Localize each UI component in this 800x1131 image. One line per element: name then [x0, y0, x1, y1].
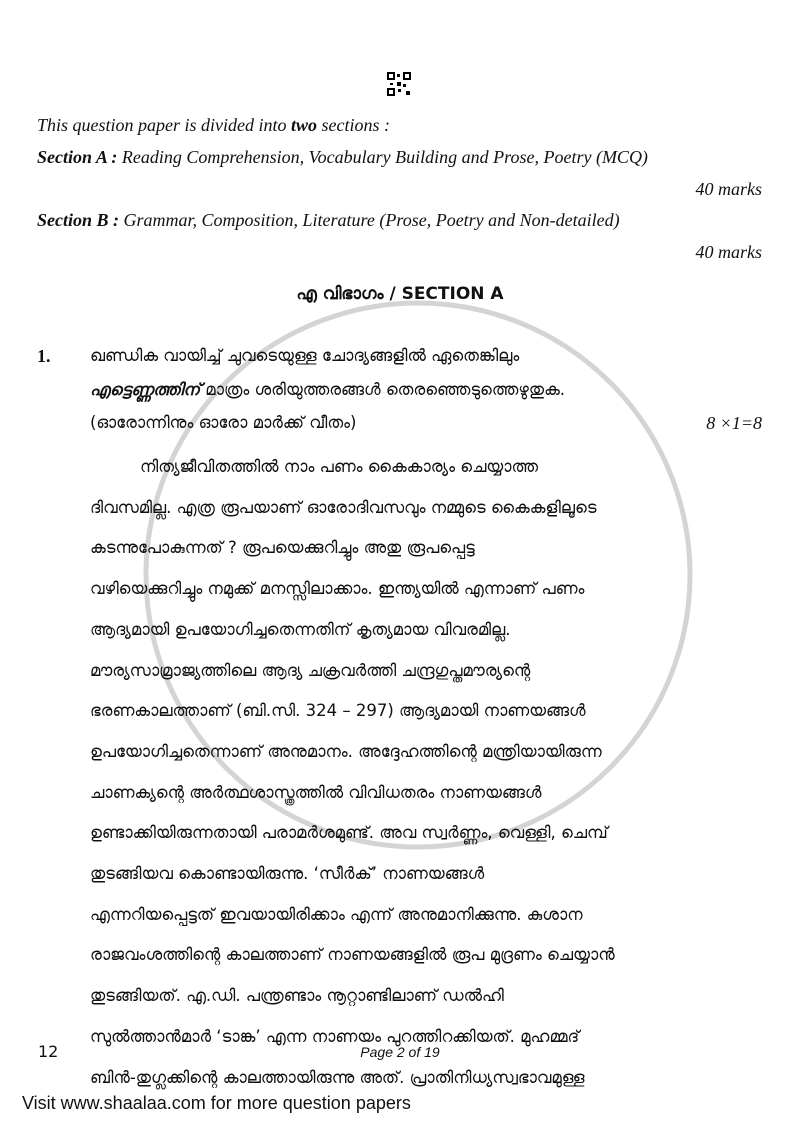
page-current: 2 [396, 1044, 405, 1060]
question-instruction-rest: മാത്രം ശരിയുത്തരങ്ങൾ തെരഞ്ഞെടുത്തെഴുതുക. [200, 380, 566, 399]
question-instruction-line2 [90, 379, 565, 400]
passage-line: ഉണ്ടാക്കിയിരുന്നതായി പരാമർശമുണ്ട്. അവ സ്വർണ്ണം, വെള്ളി, ചെമ്പ് [90, 823, 608, 843]
section-b-text: Grammar, Composition, Literature (Prose, Poetry and Non-detailed) [119, 210, 620, 230]
passage-line: കടന്നുപോകുന്നത് ? രൂപയെക്കുറിച്ചും അതു രൂപപ്പെട്ട [90, 538, 475, 558]
page-prefix: Page [360, 1044, 397, 1060]
passage-line: നിത്യജീവിതത്തിൽ നാം പണം കൈകാര്യം ചെയ്യാത്ത [140, 457, 538, 476]
page-total: 19 [424, 1044, 440, 1060]
intro-suffix: sections : [317, 115, 390, 135]
qr-code-icon [387, 72, 411, 96]
intro-bold: two [291, 115, 318, 135]
passage-line: തുടങ്ങിയവ കൊണ്ടായിരുന്നു. ‘സീർക്’ നാണയങ്ങൾ [90, 864, 485, 883]
passage-line: തുടങ്ങിയത്. എ.ഡി. പന്ത്രണ്ടാം നൂറ്റാണ്ടിലാണ് ഡൽഹി [90, 986, 504, 1006]
visit-link[interactable]: Visit www.shaalaa.com for more question papers [22, 1093, 411, 1113]
passage-line: വഴിയെക്കുറിച്ചും നമുക്ക് മനസ്സിലാക്കാം. ഇന്ത്യയിൽ എന്നാണ് പണം [90, 579, 585, 599]
page-indicator [0, 1043, 800, 1061]
question-count-emphasis: എട്ടെണ്ണത്തിന് [90, 380, 201, 399]
passage-line: എന്നറിയപ്പെട്ടത് ഇവയായിരിക്കാം എന്ന് അനുമാനിക്കുന്നു. കുശാന [90, 904, 583, 924]
section-heading: എ വിഭാഗം / SECTION A [296, 284, 504, 304]
question-marks: 8 ×1=8 [706, 413, 762, 433]
section-a-marks: 40 marks [695, 179, 762, 199]
section-b-label: Section B : [37, 210, 120, 230]
paper-code: 12 [38, 1042, 59, 1061]
passage-line: ഉപയോഗിച്ചതെന്നാണ് അനുമാനം. അദ്ദേഹത്തിന്റെ മന്ത്രിയായിരുന്ന [90, 741, 602, 761]
passage-line: സുൽത്താൻമാർ ‘ടാങ്ക’ എന്ന നാണയം പുറത്തിറക്കിയത്. മുഹമ്മദ് [90, 1026, 580, 1046]
passage-line: ബിൻ-തുഗ്ലക്കിന്റെ കാലത്തായിരുന്നു അത്. പ്രാതിനിധ്യസ്വഭാവമുള്ള [90, 1067, 585, 1087]
question-instruction-line3: (ഓരോന്നിനും ഓരോ മാർക്ക് വീതം) [90, 413, 357, 432]
passage-line: ചാണക്യന്റെ അർത്ഥശാസ്ത്രത്തിൽ വിവിധതരം നാണയങ്ങൾ [90, 782, 542, 802]
intro-text [37, 114, 390, 137]
passage-line: ഭരണകാലത്താണ് (ബി.സി. 324 – 297) ആദ്യമായി നാണയങ്ങൾ [90, 701, 586, 721]
section-a-text: Reading Comprehension, Vocabulary Building and Prose, Poetry (MCQ) [117, 147, 648, 167]
passage-line: മൗര്യസാമ്രാജ്യത്തിലെ ആദ്യ ചക്രവർത്തി ചന്ദ്രഗുപ്തമൗര്യന്റെ [90, 660, 531, 680]
question-instruction-line1: ഖണ്ഡിക വായിച്ച് ചുവടെയുള്ള ചോദ്യങ്ങളിൽ ഏതെങ്കിലും [90, 346, 520, 365]
question-number: 1. [37, 346, 51, 366]
section-b-marks: 40 marks [695, 242, 762, 262]
section-b-description [37, 209, 620, 232]
passage-line: ആദ്യമായി ഉപയോഗിച്ചതെന്നതിന് കൃത്യമായ വിവരമില്ല. [90, 619, 511, 639]
intro-prefix: This question paper is divided into [37, 115, 291, 135]
section-a-description [37, 146, 648, 169]
passage-line: ദിവസമില്ല. എത്ര രൂപയാണ് ഓരോദിവസവും നമ്മുടെ കൈകളിലൂടെ [90, 497, 597, 517]
section-a-label: Section A : [37, 147, 118, 167]
page-of: of [404, 1044, 425, 1060]
passage-line: രാജവംശത്തിന്റെ കാലത്താണ് നാണയങ്ങളിൽ രൂപ മുദ്രണം ചെയ്യാൻ [90, 945, 615, 965]
